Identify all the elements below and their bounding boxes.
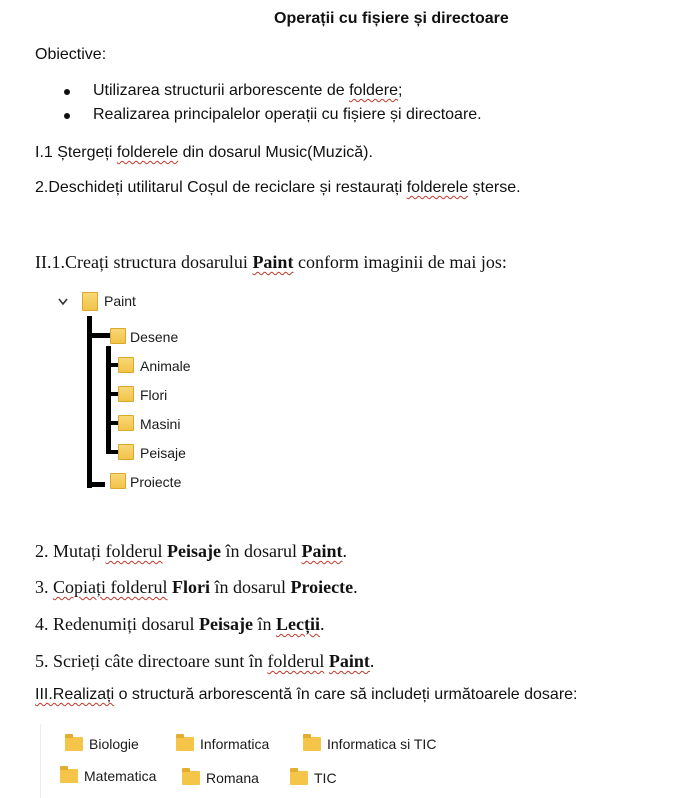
tree-line: [87, 316, 92, 488]
spell-flag: folderele: [116, 144, 179, 161]
task-text: 2.Deschideți utilitarul Coșul de reciclare și restaurați: [35, 179, 407, 196]
folder-list: [40, 724, 681, 798]
task-text: .: [353, 577, 358, 597]
spell-flag: foldere: [349, 82, 399, 99]
task-text: o structură arborescentă în care să includeți următoarele dosare:: [114, 686, 578, 703]
tree-item-label: Flori: [140, 387, 168, 403]
folder-icon: [176, 737, 194, 751]
task-text: conform imaginii de mai jos:: [293, 252, 507, 272]
objective-item: [93, 106, 482, 124]
task-text: șterse.: [468, 179, 521, 196]
task-i2: [35, 179, 521, 197]
task-text: 3.: [35, 577, 53, 597]
chevron-down-icon: [58, 298, 68, 306]
spell-flag: folderul: [105, 541, 163, 561]
tree-line: [106, 363, 118, 367]
spell-flag: Copiați folderul: [53, 577, 168, 597]
bold-term: Peisaje: [166, 541, 221, 561]
task-text: din dosarul Music(Muzică).: [178, 144, 373, 161]
task-i1: [35, 144, 373, 162]
bold-term: Paint: [301, 541, 343, 561]
folder-label: Informatica si TIC: [327, 736, 437, 752]
spell-flag: folderul: [267, 651, 325, 671]
task-ii1: [35, 252, 507, 273]
task-ii5: [35, 651, 374, 672]
objective-text: Utilizarea structurii arborescente de: [93, 82, 350, 99]
folder-icon: [110, 328, 126, 344]
task-text: .: [342, 541, 347, 561]
folder-icon: [118, 357, 134, 373]
folder-icon: [303, 737, 321, 751]
task-text: în: [252, 614, 276, 634]
task-iii: [35, 686, 578, 704]
tree-line: [106, 450, 118, 454]
folder-icon: [60, 769, 78, 783]
task-text: I.1 Ștergeți: [35, 144, 117, 161]
task-text: 2. Mutați: [35, 541, 106, 561]
task-ii4: [35, 614, 324, 635]
spell-flag: folderele: [406, 179, 469, 196]
tree-item-label: Peisaje: [140, 445, 186, 461]
tree-item-label: Masini: [140, 416, 181, 432]
bold-term: Proiecte: [290, 577, 354, 597]
folder-icon: [110, 473, 126, 489]
folder-icon: [82, 292, 98, 311]
task-text: .: [319, 614, 325, 634]
bold-term: Peisaje: [198, 614, 253, 634]
tree-line: [87, 482, 105, 487]
objectives-heading: Obiective:: [35, 46, 107, 63]
bullet: [64, 89, 70, 95]
folder-label: Informatica: [200, 736, 270, 752]
folder-icon: [118, 415, 134, 431]
folder-icon: [65, 737, 83, 751]
tree-line: [106, 421, 118, 425]
tree-item-label: Animale: [140, 358, 191, 374]
tree-root-label: Paint: [104, 293, 136, 309]
folder-icon: [182, 771, 200, 785]
folder-label: Matematica: [84, 768, 157, 784]
folder-icon: [118, 386, 134, 402]
tree-item-label: Desene: [130, 329, 179, 345]
spell-flag: III.Realizați: [35, 686, 115, 703]
folder-icon: [290, 771, 308, 785]
folder-icon: [118, 444, 134, 460]
bold-term: Paint: [252, 252, 294, 272]
objective-text: Realizarea principalelor operații cu fișiere și directoare.: [93, 106, 482, 123]
folder-tree: [50, 288, 210, 498]
objective-text: ;: [398, 82, 403, 99]
tree-line: [87, 333, 111, 338]
task-text: .: [369, 651, 375, 671]
task-text: în dosarul: [209, 577, 291, 597]
bold-term: Lecții: [275, 614, 320, 634]
folder-label: Romana: [206, 770, 259, 786]
tree-line: [106, 392, 118, 396]
folder-label: Biologie: [89, 736, 139, 752]
task-text: în dosarul: [220, 541, 302, 561]
page-title: Operații cu fișiere și directoare: [274, 10, 509, 27]
bold-term: Flori: [171, 577, 210, 597]
task-text: II.1.Creați structura dosarului: [35, 252, 253, 272]
folder-label: TIC: [314, 770, 337, 786]
bullet: [64, 113, 70, 119]
task-text: 4. Redenumiți dosarul: [35, 614, 199, 634]
task-text: 5. Scrieți câte directoare sunt în: [35, 651, 268, 671]
tree-item-label: Proiecte: [130, 474, 182, 490]
task-ii3: [35, 577, 358, 598]
bold-term: Paint: [328, 651, 370, 671]
objective-item: [93, 82, 402, 100]
task-ii2: [35, 541, 347, 562]
